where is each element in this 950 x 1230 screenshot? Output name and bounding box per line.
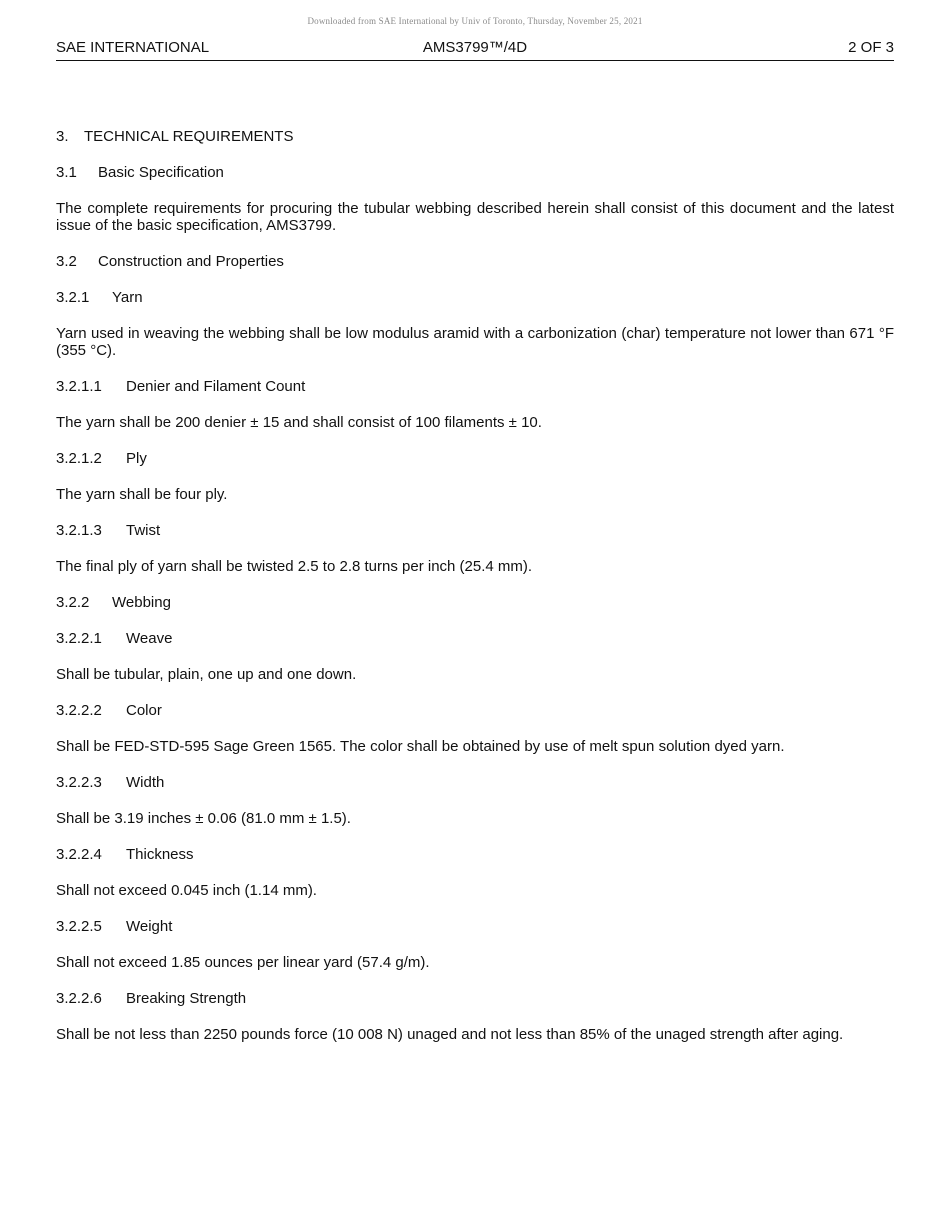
body-paragraph: Yarn used in weaving the webbing shall be low modulus aramid with a carbonization (char) temperature not lower than 671 °F (355 °C). [56, 325, 894, 359]
section-heading [56, 846, 894, 863]
section-title: Yarn [112, 289, 143, 306]
section-title: Basic Specification [98, 164, 224, 181]
section-heading [56, 128, 894, 145]
section-heading [56, 378, 894, 395]
body-paragraph: Shall be not less than 2250 pounds force (10 008 N) unaged and not less than 85% of the unaged strength after aging. [56, 1026, 844, 1043]
section-title: TECHNICAL REQUIREMENTS [84, 128, 294, 145]
body-paragraph: The final ply of yarn shall be twisted 2.5 to 2.8 turns per inch (25.4 mm). [56, 558, 533, 575]
section-title: Construction and Properties [98, 253, 284, 270]
section-heading [56, 522, 894, 539]
section-title: Twist [126, 522, 161, 539]
document-body [56, 128, 894, 1062]
section-number: 3.2.2 [56, 594, 90, 611]
section-title: Color [126, 702, 162, 719]
body-paragraph: Shall be FED-STD-595 Sage Green 1565. The color shall be obtained by use of melt spun solution dyed yarn. [56, 738, 785, 755]
section-heading [56, 253, 894, 270]
section-title: Width [126, 774, 165, 791]
section-heading [56, 164, 894, 181]
body-paragraph: Shall not exceed 1.85 ounces per linear yard (57.4 g/m). [56, 954, 430, 971]
section-heading [56, 289, 894, 306]
body-paragraph: Shall be 3.19 inches ± 0.06 (81.0 mm ± 1.5). [56, 810, 351, 827]
section-number: 3.2.2.6 [56, 990, 102, 1007]
section-title: Denier and Filament Count [126, 378, 306, 395]
section-heading [56, 918, 894, 935]
body-paragraph: The complete requirements for procuring the tubular webbing described herein shall consist of this document and the latest issue of the basic specification, AMS3799. [56, 200, 894, 234]
section-heading [56, 774, 894, 791]
section-number: 3.2.2.1 [56, 630, 102, 647]
section-heading [56, 594, 894, 611]
section-number: 3.2.2.4 [56, 846, 102, 863]
section-number: 3.2.1.1 [56, 378, 102, 395]
section-title: Webbing [112, 594, 171, 611]
body-paragraph: Shall be tubular, plain, one up and one down. [56, 666, 357, 683]
body-paragraph: The yarn shall be 200 denier ± 15 and shall consist of 100 filaments ± 10. [56, 414, 542, 431]
section-number: 3. [56, 128, 69, 145]
section-number: 3.2.1.2 [56, 450, 102, 467]
publisher-name: SAE INTERNATIONAL [56, 39, 210, 56]
section-heading [56, 630, 894, 647]
download-watermark: Downloaded from SAE International by Univ of Toronto, Thursday, November 25, 2021 [307, 16, 643, 26]
section-number: 3.2.2.5 [56, 918, 102, 935]
section-title: Breaking Strength [126, 990, 247, 1007]
body-paragraph: The yarn shall be four ply. [56, 486, 228, 503]
document-number: AMS3799™/4D [422, 39, 528, 56]
section-number: 3.2.1 [56, 289, 90, 306]
section-title: Thickness [126, 846, 194, 863]
section-heading [56, 702, 894, 719]
page-number: 2 OF 3 [848, 39, 894, 56]
section-heading [56, 450, 894, 467]
section-number: 3.2.1.3 [56, 522, 102, 539]
section-number: 3.2.2.2 [56, 702, 102, 719]
section-title: Ply [126, 450, 147, 467]
section-title: Weight [126, 918, 173, 935]
body-paragraph: Shall not exceed 0.045 inch (1.14 mm). [56, 882, 317, 899]
section-number: 3.2.2.3 [56, 774, 102, 791]
section-number: 3.2 [56, 253, 77, 270]
section-title: Weave [126, 630, 173, 647]
section-heading [56, 990, 894, 1007]
section-number: 3.1 [56, 164, 77, 181]
page-header [56, 38, 894, 61]
